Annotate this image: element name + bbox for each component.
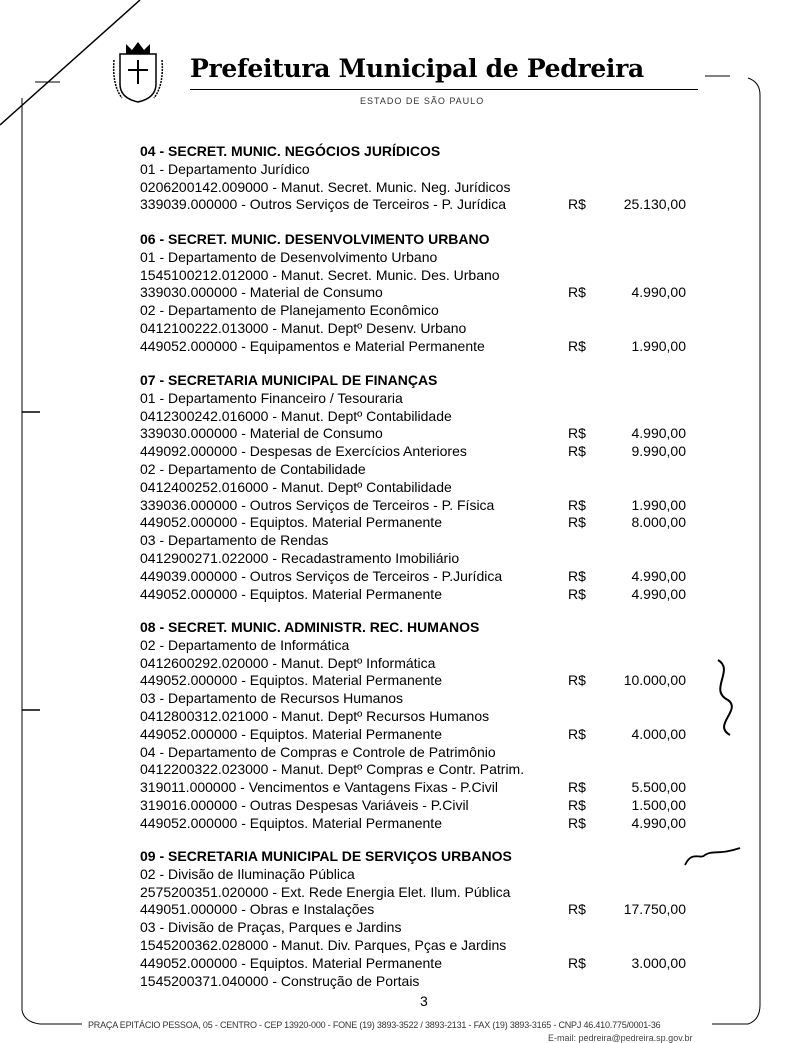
budget-line-label (140, 550, 700, 568)
line-text: 04 - Departamento de Compras e Controle de Patrimônio (140, 743, 496, 760)
budget-line-item (140, 568, 700, 586)
budget-line-item (140, 514, 700, 532)
line-text: 0412200322.023000 - Manut. Deptº Compras e Contr. Patrim. (140, 761, 525, 778)
currency-symbol: R$ (568, 284, 586, 301)
budget-line-item (140, 815, 700, 833)
amount-value: 4.000,00 (631, 725, 686, 742)
line-text: 449052.000000 - Equiptos. Material Permanente (140, 954, 442, 971)
municipal-coat-of-arms-logo (112, 40, 164, 106)
budget-line-item (140, 779, 700, 797)
amount-value: 1.990,00 (631, 496, 686, 513)
budget-section (140, 619, 700, 833)
amount-value: 8.000,00 (631, 514, 686, 531)
budget-line-label (140, 479, 700, 497)
currency-symbol: R$ (568, 443, 586, 460)
currency-symbol: R$ (568, 337, 586, 354)
line-text: 1545200371.040000 - Construção de Portais (140, 972, 420, 989)
currency-symbol: R$ (568, 672, 586, 689)
currency-symbol: R$ (568, 814, 586, 831)
currency-symbol: R$ (568, 567, 586, 584)
line-text: 339030.000000 - Material de Consumo (140, 425, 383, 442)
budget-line-item (140, 443, 700, 461)
footer-address: PRAÇA EPITÁCIO PESSOA, 05 - CENTRO - CEP 13920-000 - FONE (19) 3893-3522 / 3893-2131 - FAX (19) 3893-3165 - CNPJ 46.410.775/0001-36 (88, 1020, 661, 1030)
budget-line-label (140, 973, 700, 991)
currency-symbol: R$ (568, 514, 586, 531)
amount-value: 5.500,00 (631, 779, 686, 796)
section-heading (140, 619, 700, 637)
line-text: 03 - Departamento de Recursos Humanos (140, 690, 404, 707)
budget-line-label (140, 884, 700, 902)
budget-line-label (140, 161, 700, 179)
amount-value: 4.990,00 (631, 284, 686, 301)
line-text: 449051.000000 - Obras e Instalações (140, 901, 375, 918)
line-text: 03 - Departamento de Rendas (140, 532, 329, 549)
budget-line-label (140, 637, 700, 655)
line-text: 06 - SECRET. MUNIC. DESENVOLVIMENTO URBANO (140, 231, 490, 247)
budget-line-label (140, 390, 700, 408)
section-heading (140, 143, 700, 161)
amount-value: 1.990,00 (631, 337, 686, 354)
line-text: 1545200362.028000 - Manut. Div. Parques, Pças e Jardins (140, 936, 507, 953)
line-text: 0412100222.013000 - Manut. Deptº Desenv. Urbano (140, 319, 467, 336)
header-divider (190, 89, 698, 90)
budget-line-label (140, 461, 700, 479)
line-text: 01 - Departamento Jurídico (140, 160, 310, 177)
budget-line-label (140, 744, 700, 762)
line-text: 0412900271.022000 - Recadastramento Imobiliário (140, 549, 460, 566)
budget-line-label (140, 690, 700, 708)
line-text: 339030.000000 - Material de Consumo (140, 284, 383, 301)
budget-line-label (140, 408, 700, 426)
line-text: 449052.000000 - Equiptos. Material Permanente (140, 725, 442, 742)
budget-line-label (140, 302, 700, 320)
currency-symbol: R$ (568, 196, 586, 213)
line-text: 02 - Departamento de Contabilidade (140, 460, 366, 477)
amount-value: 4.990,00 (631, 585, 686, 602)
budget-line-label (140, 179, 700, 197)
currency-symbol: R$ (568, 425, 586, 442)
amount-value: 1.500,00 (631, 796, 686, 813)
section-heading (140, 372, 700, 390)
budget-section (140, 143, 700, 214)
line-text: 319011.000000 - Vencimentos e Vantagens Fixas - P.Civil (140, 779, 498, 796)
amount-value: 4.990,00 (631, 567, 686, 584)
line-text: 339039.000000 - Outros Serviços de Terceiros - P. Jurídica (140, 196, 507, 213)
currency-symbol: R$ (568, 496, 586, 513)
budget-line-item (140, 196, 700, 214)
line-text: 2575200351.020000 - Ext. Rede Energia Elet. Ilum. Pública (140, 883, 511, 900)
line-text: 09 - SECRETARIA MUNICIPAL DE SERVIÇOS URBANOS (140, 848, 512, 864)
amount-value: 9.990,00 (631, 443, 686, 460)
line-text: 0412300242.016000 - Manut. Deptº Contabilidade (140, 407, 452, 424)
amount-value: 10.000,00 (623, 672, 686, 689)
line-text: 449092.000000 - Despesas de Exercícios Anteriores (140, 443, 467, 460)
budget-line-item (140, 497, 700, 515)
budget-line-item (140, 901, 700, 919)
header-subtitle: ESTADO DE SÃO PAULO (360, 96, 485, 106)
budget-line-label (140, 761, 700, 779)
line-text: 07 - SECRETARIA MUNICIPAL DE FINANÇAS (140, 372, 438, 388)
budget-line-label (140, 655, 700, 673)
budget-line-item (140, 425, 700, 443)
budget-line-item (140, 338, 700, 356)
page-number: 3 (420, 993, 428, 1009)
currency-symbol: R$ (568, 796, 586, 813)
line-text: 0412400252.016000 - Manut. Deptº Contabilidade (140, 478, 452, 495)
amount-value: 25.130,00 (623, 196, 686, 213)
currency-symbol: R$ (568, 901, 586, 918)
budget-line-item (140, 672, 700, 690)
currency-symbol: R$ (568, 725, 586, 742)
section-heading (140, 848, 700, 866)
section-heading (140, 231, 700, 249)
line-text: 449052.000000 - Equipamentos e Material Permanente (140, 337, 485, 354)
currency-symbol: R$ (568, 954, 586, 971)
budget-line-item (140, 284, 700, 302)
line-text: 449052.000000 - Equiptos. Material Permanente (140, 585, 442, 602)
line-text: 04 - SECRET. MUNIC. NEGÓCIOS JURÍDICOS (140, 143, 441, 159)
budget-line-label (140, 866, 700, 884)
budget-section (140, 231, 700, 356)
budget-section (140, 848, 700, 990)
line-text: 03 - Divisão de Praças, Parques e Jardins (140, 919, 402, 936)
budget-line-label (140, 267, 700, 285)
currency-symbol: R$ (568, 585, 586, 602)
page-title: Prefeitura Municipal de Pedreira (190, 54, 644, 83)
budget-line-item (140, 955, 700, 973)
budget-line-label (140, 708, 700, 726)
amount-value: 4.990,00 (631, 425, 686, 442)
line-text: 0206200142.009000 - Manut. Secret. Munic. Neg. Jurídicos (140, 178, 511, 195)
budget-line-label (140, 532, 700, 550)
line-text: 08 - SECRET. MUNIC. ADMINISTR. REC. HUMANOS (140, 619, 480, 635)
budget-line-label (140, 320, 700, 338)
amount-value: 17.750,00 (623, 901, 686, 918)
line-text: 0412600292.020000 - Manut. Deptº Informática (140, 654, 436, 671)
amount-value: 4.990,00 (631, 814, 686, 831)
line-text: 449052.000000 - Equiptos. Material Permanente (140, 814, 442, 831)
line-text: 449052.000000 - Equiptos. Material Permanente (140, 514, 442, 531)
line-text: 02 - Departamento de Planejamento Econômico (140, 302, 439, 319)
budget-line-label (140, 937, 700, 955)
currency-symbol: R$ (568, 779, 586, 796)
line-text: 449039.000000 - Outros Serviços de Terceiros - P.Jurídica (140, 567, 503, 584)
budget-line-item (140, 726, 700, 744)
line-text: 339036.000000 - Outros Serviços de Terceiros - P. Física (140, 496, 495, 513)
budget-line-item (140, 797, 700, 815)
line-text: 449052.000000 - Equiptos. Material Permanente (140, 672, 442, 689)
footer-email: E-mail: pedreira@pedreira.sp.gov.br (548, 1033, 693, 1043)
budget-section (140, 372, 700, 603)
line-text: 02 - Divisão de Iluminação Pública (140, 865, 355, 882)
line-text: 02 - Departamento de Informática (140, 636, 350, 653)
line-text: 0412800312.021000 - Manut. Deptº Recursos Humanos (140, 707, 490, 724)
budget-line-label (140, 249, 700, 267)
amount-value: 3.000,00 (631, 954, 686, 971)
line-text: 1545100212.012000 - Manut. Secret. Munic. Des. Urbano (140, 266, 500, 283)
line-text: 01 - Departamento Financeiro / Tesouraria (140, 389, 403, 406)
line-text: 319016.000000 - Outras Despesas Variáveis - P.Civil (140, 796, 469, 813)
line-text: 01 - Departamento de Desenvolvimento Urbano (140, 248, 438, 265)
budget-line-item (140, 586, 700, 604)
budget-line-label (140, 919, 700, 937)
